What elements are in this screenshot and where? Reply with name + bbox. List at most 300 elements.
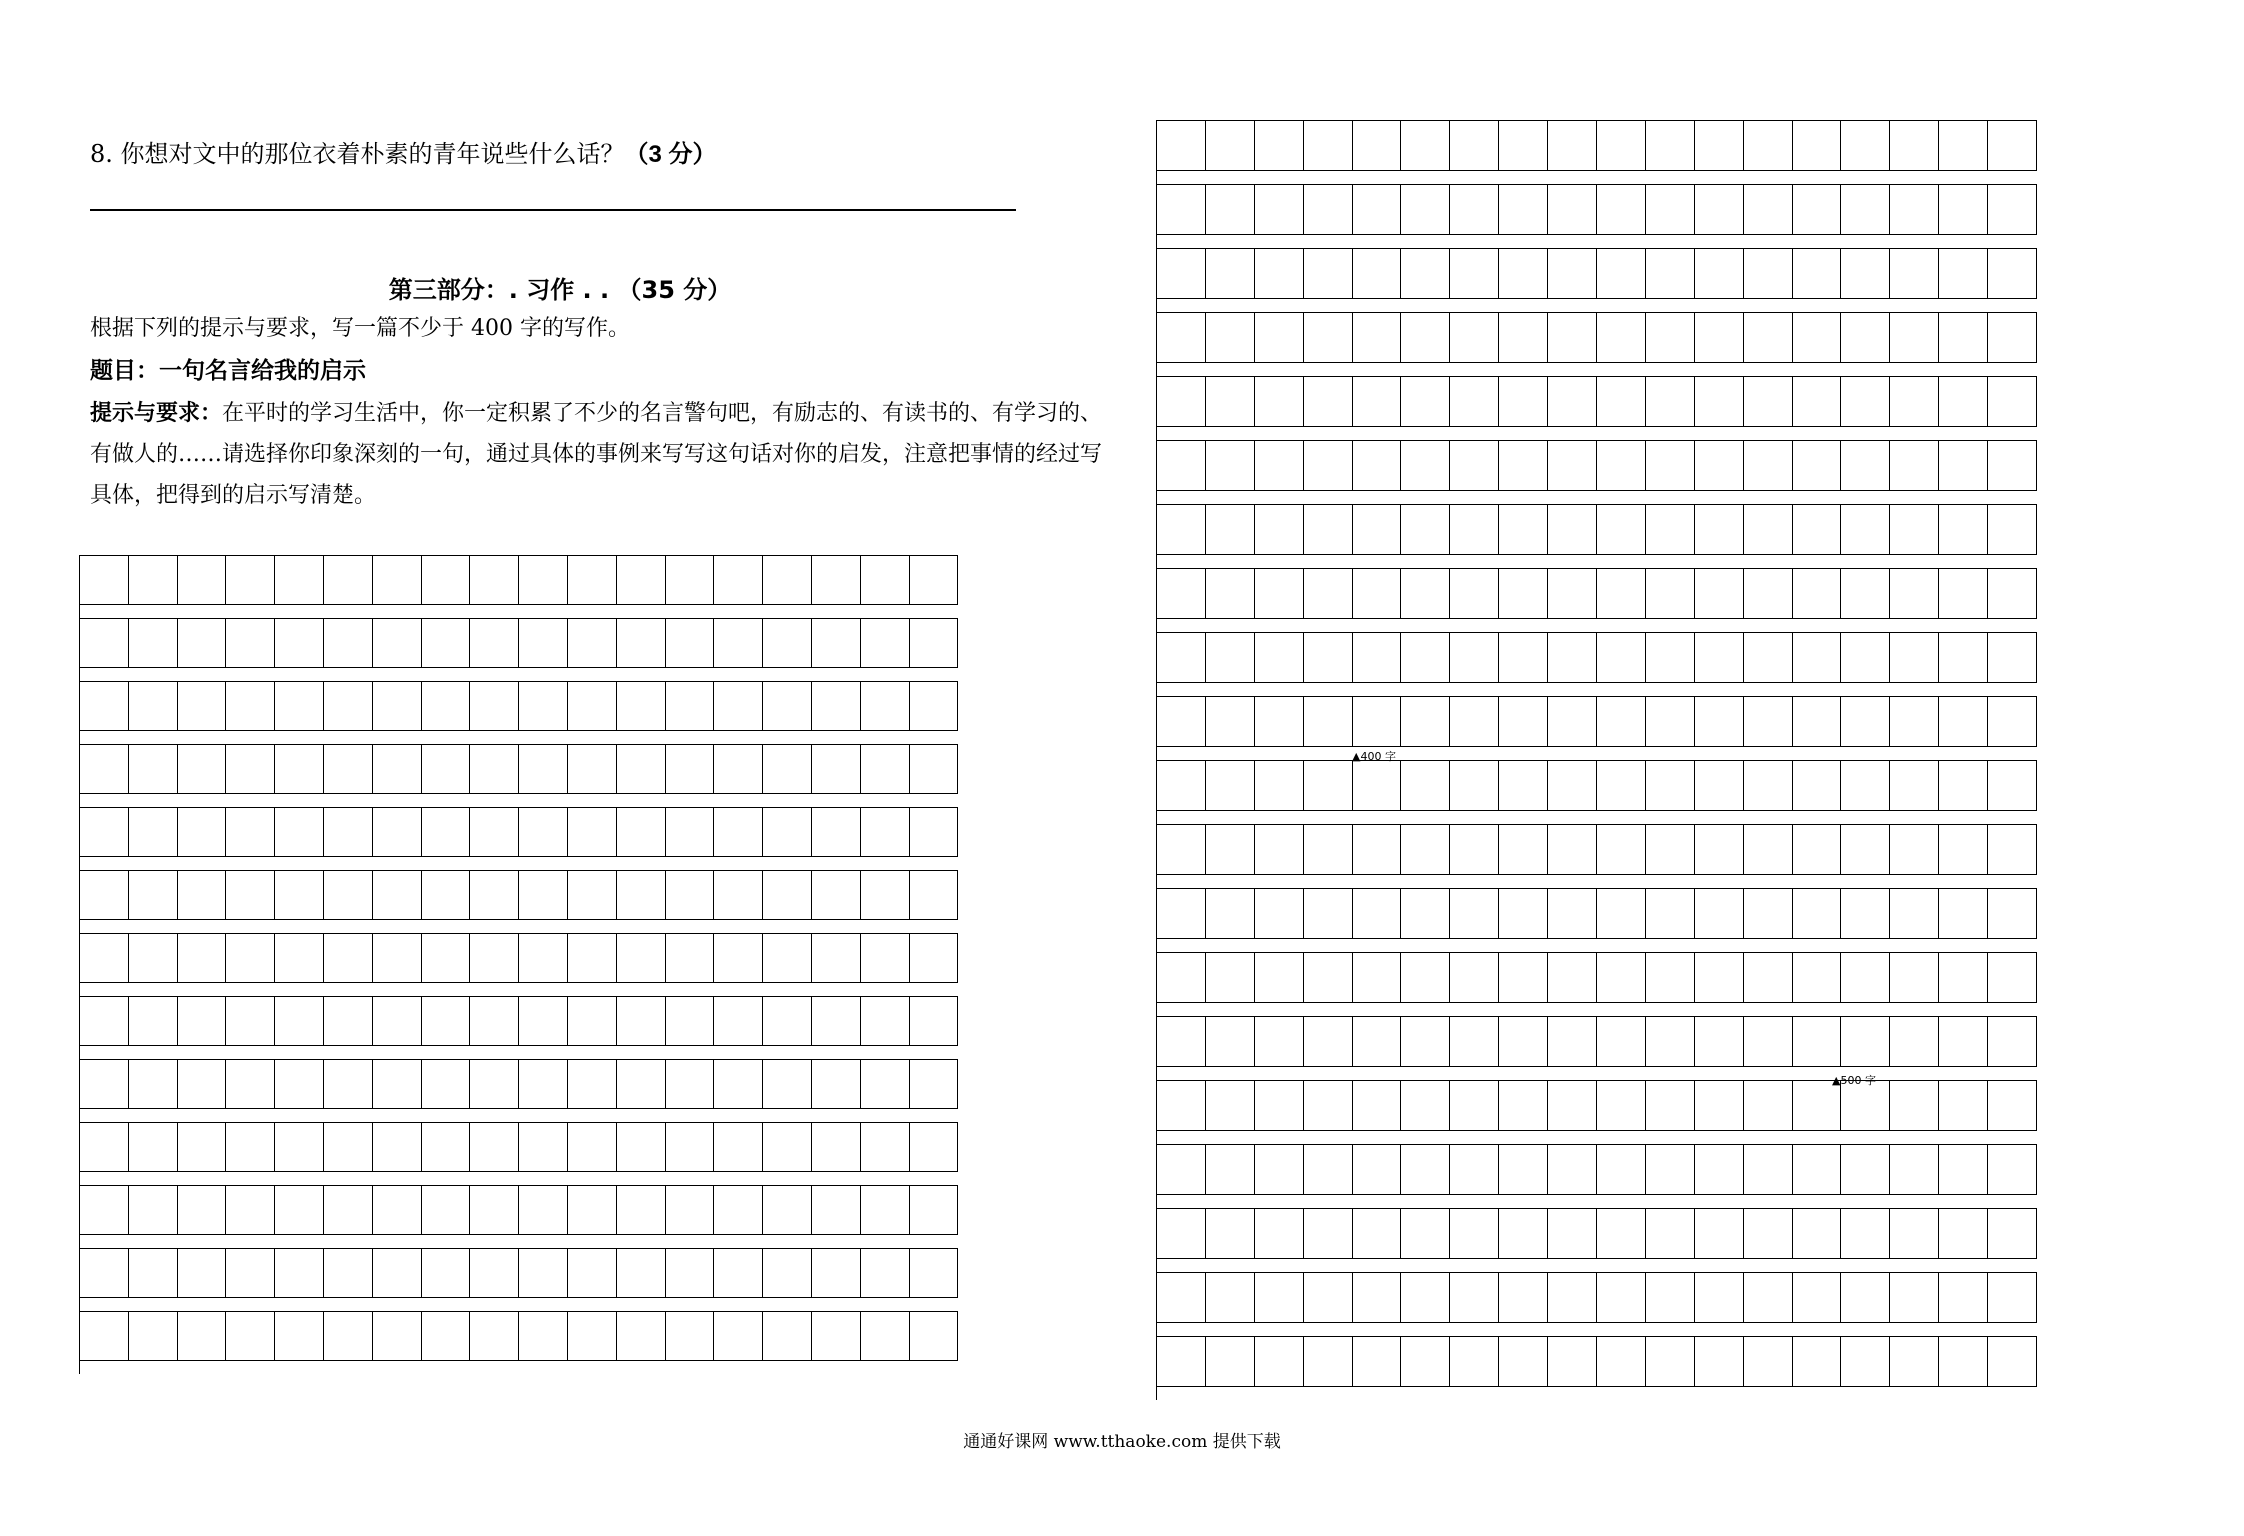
grid-cell[interactable]	[1841, 249, 1890, 298]
grid-cell[interactable]	[1939, 1145, 1988, 1194]
grid-cell[interactable]	[1793, 1209, 1842, 1258]
grid-cell[interactable]	[1890, 313, 1939, 362]
grid-cell[interactable]	[1695, 697, 1744, 746]
grid-cell[interactable]	[1304, 1209, 1353, 1258]
grid-cell[interactable]	[1744, 569, 1793, 618]
grid-cell[interactable]	[1939, 697, 1988, 746]
grid-cell[interactable]	[1548, 313, 1597, 362]
grid-cell[interactable]	[1793, 825, 1842, 874]
grid-cell[interactable]	[1597, 249, 1646, 298]
grid-cell[interactable]	[1304, 761, 1353, 810]
grid-cell[interactable]	[1304, 889, 1353, 938]
grid-cell[interactable]	[470, 1249, 519, 1297]
grid-cell[interactable]	[861, 1123, 910, 1171]
grid-cell[interactable]	[373, 745, 422, 793]
grid-cell[interactable]	[324, 934, 373, 982]
grid-cell[interactable]	[1157, 377, 1206, 426]
grid-cell[interactable]	[178, 871, 227, 919]
grid-cell[interactable]	[1646, 505, 1695, 554]
grid-cell[interactable]	[1695, 377, 1744, 426]
grid-cell[interactable]	[470, 745, 519, 793]
grid-cell[interactable]	[666, 1060, 715, 1108]
grid-cell[interactable]	[129, 997, 178, 1045]
grid-cell[interactable]	[617, 619, 666, 667]
grid-cell[interactable]	[129, 1060, 178, 1108]
grid-cell[interactable]	[1890, 1209, 1939, 1258]
grid-cell[interactable]	[1793, 761, 1842, 810]
grid-cell[interactable]	[275, 1312, 324, 1360]
grid-cell[interactable]	[1793, 377, 1842, 426]
grid-cell[interactable]	[1695, 761, 1744, 810]
grid-cell[interactable]	[1695, 1081, 1744, 1130]
grid-cell[interactable]	[1206, 1081, 1255, 1130]
grid-cell[interactable]	[1793, 889, 1842, 938]
grid-cell[interactable]	[422, 934, 471, 982]
grid-cell[interactable]	[1890, 825, 1939, 874]
grid-cell[interactable]	[568, 1249, 617, 1297]
grid-cell[interactable]	[1450, 953, 1499, 1002]
grid-row[interactable]	[1157, 184, 2037, 235]
grid-cell[interactable]	[1988, 505, 2037, 554]
grid-cell[interactable]	[1401, 1017, 1450, 1066]
grid-cell[interactable]	[714, 808, 763, 856]
grid-cell[interactable]	[1646, 697, 1695, 746]
grid-cell[interactable]	[1695, 121, 1744, 170]
grid-cell[interactable]	[1890, 1081, 1939, 1130]
grid-cell[interactable]	[1353, 505, 1402, 554]
grid-cell[interactable]	[519, 682, 568, 730]
grid-cell[interactable]	[324, 556, 373, 604]
grid-cell[interactable]	[1744, 825, 1793, 874]
grid-cell[interactable]	[861, 1249, 910, 1297]
grid-cell[interactable]	[1206, 249, 1255, 298]
grid-cell[interactable]	[1890, 441, 1939, 490]
grid-cell[interactable]	[1450, 1145, 1499, 1194]
grid-cell[interactable]	[1401, 1273, 1450, 1322]
grid-cell[interactable]	[812, 808, 861, 856]
grid-cell[interactable]	[1548, 505, 1597, 554]
grid-cell[interactable]	[178, 1123, 227, 1171]
grid-row[interactable]	[80, 744, 958, 794]
grid-cell[interactable]	[1890, 1017, 1939, 1066]
grid-cell[interactable]	[1401, 889, 1450, 938]
grid-cell[interactable]	[80, 934, 129, 982]
grid-cell[interactable]	[714, 682, 763, 730]
grid-cell[interactable]	[1450, 569, 1499, 618]
grid-cell[interactable]	[275, 745, 324, 793]
grid-cell[interactable]	[861, 745, 910, 793]
grid-cell[interactable]	[1597, 697, 1646, 746]
grid-row[interactable]	[80, 1122, 958, 1172]
grid-cell[interactable]	[1841, 633, 1890, 682]
grid-cell[interactable]	[1401, 1081, 1450, 1130]
grid-cell[interactable]	[1841, 1337, 1890, 1386]
grid-cell[interactable]	[1255, 953, 1304, 1002]
grid-cell[interactable]	[1255, 377, 1304, 426]
grid-cell[interactable]	[1890, 569, 1939, 618]
grid-row[interactable]	[80, 555, 958, 605]
grid-cell[interactable]	[1548, 953, 1597, 1002]
grid-cell[interactable]	[1646, 761, 1695, 810]
grid-cell[interactable]	[519, 1060, 568, 1108]
grid-cell[interactable]	[1646, 953, 1695, 1002]
grid-cell[interactable]	[1499, 249, 1548, 298]
grid-cell[interactable]	[1841, 1017, 1890, 1066]
grid-cell[interactable]	[1450, 761, 1499, 810]
grid-cell[interactable]	[1597, 1017, 1646, 1066]
grid-cell[interactable]	[1695, 185, 1744, 234]
grid-cell[interactable]	[422, 997, 471, 1045]
grid-cell[interactable]	[1695, 1017, 1744, 1066]
grid-cell[interactable]	[666, 745, 715, 793]
grid-cell[interactable]	[1890, 1145, 1939, 1194]
grid-cell[interactable]	[861, 934, 910, 982]
grid-cell[interactable]	[80, 556, 129, 604]
grid-cell[interactable]	[1206, 121, 1255, 170]
grid-cell[interactable]	[519, 556, 568, 604]
grid-cell[interactable]	[617, 682, 666, 730]
grid-cell[interactable]	[80, 1123, 129, 1171]
grid-cell[interactable]	[1206, 185, 1255, 234]
grid-cell[interactable]	[1255, 697, 1304, 746]
grid-cell[interactable]	[422, 619, 471, 667]
grid-cell[interactable]	[422, 871, 471, 919]
grid-cell[interactable]	[1157, 1209, 1206, 1258]
grid-cell[interactable]	[519, 1312, 568, 1360]
grid-cell[interactable]	[714, 934, 763, 982]
grid-cell[interactable]	[1206, 953, 1255, 1002]
grid-cell[interactable]	[519, 934, 568, 982]
grid-cell[interactable]	[519, 871, 568, 919]
grid-cell[interactable]	[1841, 505, 1890, 554]
grid-cell[interactable]	[714, 871, 763, 919]
grid-cell[interactable]	[1255, 1017, 1304, 1066]
grid-cell[interactable]	[1793, 569, 1842, 618]
grid-cell[interactable]	[80, 1186, 129, 1234]
grid-cell[interactable]	[1401, 825, 1450, 874]
grid-cell[interactable]	[1793, 633, 1842, 682]
grid-cell[interactable]	[1695, 889, 1744, 938]
grid-cell[interactable]	[666, 556, 715, 604]
grid-cell[interactable]	[178, 745, 227, 793]
grid-cell[interactable]	[714, 619, 763, 667]
grid-cell[interactable]	[1939, 889, 1988, 938]
grid-cell[interactable]	[763, 997, 812, 1045]
grid-cell[interactable]	[1206, 825, 1255, 874]
grid-row[interactable]	[1157, 760, 2037, 811]
grid-cell[interactable]	[80, 808, 129, 856]
grid-cell[interactable]	[1646, 1273, 1695, 1322]
grid-cell[interactable]	[470, 871, 519, 919]
grid-row[interactable]	[80, 1059, 958, 1109]
grid-cell[interactable]	[1157, 441, 1206, 490]
grid-cell[interactable]	[324, 1123, 373, 1171]
grid-cell[interactable]	[1939, 1273, 1988, 1322]
grid-cell[interactable]	[1548, 441, 1597, 490]
grid-cell[interactable]	[1450, 1209, 1499, 1258]
grid-cell[interactable]	[1939, 441, 1988, 490]
grid-cell[interactable]	[275, 556, 324, 604]
grid-cell[interactable]	[422, 1060, 471, 1108]
grid-cell[interactable]	[1646, 1081, 1695, 1130]
grid-cell[interactable]	[1841, 121, 1890, 170]
writing-grid-right[interactable]	[1156, 120, 2037, 1400]
grid-cell[interactable]	[1939, 1209, 1988, 1258]
grid-cell[interactable]	[178, 808, 227, 856]
grid-cell[interactable]	[1744, 1017, 1793, 1066]
grid-cell[interactable]	[1646, 1145, 1695, 1194]
grid-row[interactable]	[80, 807, 958, 857]
grid-cell[interactable]	[226, 871, 275, 919]
grid-cell[interactable]	[1353, 1209, 1402, 1258]
grid-cell[interactable]	[1499, 121, 1548, 170]
grid-cell[interactable]	[1499, 1337, 1548, 1386]
grid-cell[interactable]	[1597, 569, 1646, 618]
grid-cell[interactable]	[666, 1249, 715, 1297]
grid-row[interactable]	[1157, 568, 2037, 619]
grid-cell[interactable]	[861, 1060, 910, 1108]
grid-cell[interactable]	[1841, 761, 1890, 810]
grid-cell[interactable]	[568, 871, 617, 919]
grid-cell[interactable]	[470, 1312, 519, 1360]
grid-cell[interactable]	[1450, 1081, 1499, 1130]
grid-cell[interactable]	[1450, 1273, 1499, 1322]
grid-cell[interactable]	[1401, 1209, 1450, 1258]
grid-cell[interactable]	[1353, 569, 1402, 618]
grid-cell[interactable]	[1206, 313, 1255, 362]
grid-row[interactable]	[1157, 888, 2037, 939]
grid-cell[interactable]	[1548, 1017, 1597, 1066]
grid-cell[interactable]	[910, 997, 959, 1045]
grid-cell[interactable]	[812, 1060, 861, 1108]
grid-cell[interactable]	[1499, 1081, 1548, 1130]
grid-cell[interactable]	[1255, 633, 1304, 682]
grid-cell[interactable]	[1695, 1273, 1744, 1322]
grid-cell[interactable]	[226, 1123, 275, 1171]
grid-cell[interactable]	[275, 682, 324, 730]
grid-cell[interactable]	[714, 1060, 763, 1108]
grid-cell[interactable]	[1988, 1017, 2037, 1066]
grid-cell[interactable]	[1206, 441, 1255, 490]
grid-cell[interactable]	[1646, 825, 1695, 874]
grid-cell[interactable]	[1304, 505, 1353, 554]
grid-cell[interactable]	[1499, 1145, 1548, 1194]
grid-cell[interactable]	[1646, 121, 1695, 170]
grid-cell[interactable]	[1939, 377, 1988, 426]
grid-cell[interactable]	[714, 1312, 763, 1360]
grid-cell[interactable]	[1353, 1337, 1402, 1386]
answer-line[interactable]	[90, 209, 1016, 211]
grid-cell[interactable]	[910, 1312, 959, 1360]
grid-cell[interactable]	[1646, 377, 1695, 426]
grid-cell[interactable]	[1793, 313, 1842, 362]
grid-cell[interactable]	[1548, 1081, 1597, 1130]
grid-cell[interactable]	[519, 1186, 568, 1234]
grid-cell[interactable]	[812, 1186, 861, 1234]
grid-cell[interactable]	[129, 1312, 178, 1360]
grid-cell[interactable]	[617, 871, 666, 919]
grid-cell[interactable]	[1793, 185, 1842, 234]
grid-cell[interactable]	[1450, 249, 1499, 298]
grid-cell[interactable]	[714, 1249, 763, 1297]
grid-cell[interactable]	[910, 1123, 959, 1171]
grid-cell[interactable]	[1988, 313, 2037, 362]
grid-cell[interactable]	[910, 619, 959, 667]
grid-cell[interactable]	[275, 934, 324, 982]
grid-row[interactable]	[1157, 696, 2037, 747]
grid-cell[interactable]	[1597, 441, 1646, 490]
grid-cell[interactable]	[1255, 1337, 1304, 1386]
grid-cell[interactable]	[1353, 1145, 1402, 1194]
grid-row[interactable]	[1157, 504, 2037, 555]
grid-cell[interactable]	[1793, 1273, 1842, 1322]
grid-cell[interactable]	[324, 1186, 373, 1234]
grid-cell[interactable]	[1597, 185, 1646, 234]
grid-cell[interactable]	[1499, 697, 1548, 746]
grid-cell[interactable]	[714, 1186, 763, 1234]
grid-cell[interactable]	[1157, 569, 1206, 618]
grid-cell[interactable]	[1744, 377, 1793, 426]
grid-cell[interactable]	[373, 934, 422, 982]
grid-cell[interactable]	[226, 1060, 275, 1108]
grid-cell[interactable]	[1841, 953, 1890, 1002]
grid-cell[interactable]	[80, 871, 129, 919]
grid-cell[interactable]	[1157, 1145, 1206, 1194]
grid-cell[interactable]	[1157, 121, 1206, 170]
grid-cell[interactable]	[1157, 1017, 1206, 1066]
grid-cell[interactable]	[470, 682, 519, 730]
grid-cell[interactable]	[1841, 377, 1890, 426]
grid-cell[interactable]	[1646, 1337, 1695, 1386]
grid-cell[interactable]	[1548, 569, 1597, 618]
grid-cell[interactable]	[861, 808, 910, 856]
grid-cell[interactable]	[373, 1186, 422, 1234]
grid-cell[interactable]	[1890, 1337, 1939, 1386]
grid-cell[interactable]	[1157, 633, 1206, 682]
grid-cell[interactable]	[1304, 185, 1353, 234]
grid-cell[interactable]	[1255, 825, 1304, 874]
grid-cell[interactable]	[763, 619, 812, 667]
grid-cell[interactable]	[1401, 185, 1450, 234]
grid-cell[interactable]	[617, 1060, 666, 1108]
grid-cell[interactable]	[275, 808, 324, 856]
grid-cell[interactable]	[1548, 761, 1597, 810]
grid-cell[interactable]	[763, 1312, 812, 1360]
grid-cell[interactable]	[1744, 313, 1793, 362]
grid-cell[interactable]	[1157, 889, 1206, 938]
grid-cell[interactable]	[763, 1186, 812, 1234]
grid-cell[interactable]	[1499, 185, 1548, 234]
grid-cell[interactable]	[1450, 121, 1499, 170]
grid-cell[interactable]	[470, 1060, 519, 1108]
grid-cell[interactable]	[1841, 697, 1890, 746]
grid-cell[interactable]	[275, 1060, 324, 1108]
grid-cell[interactable]	[1890, 953, 1939, 1002]
grid-cell[interactable]	[129, 1186, 178, 1234]
grid-cell[interactable]	[1793, 249, 1842, 298]
grid-cell[interactable]	[763, 1249, 812, 1297]
grid-cell[interactable]	[617, 556, 666, 604]
grid-cell[interactable]	[226, 934, 275, 982]
grid-cell[interactable]	[763, 682, 812, 730]
grid-cell[interactable]	[1255, 249, 1304, 298]
grid-cell[interactable]	[1939, 185, 1988, 234]
grid-cell[interactable]	[1353, 1081, 1402, 1130]
grid-cell[interactable]	[1206, 569, 1255, 618]
grid-cell[interactable]	[1695, 569, 1744, 618]
grid-cell[interactable]	[1890, 249, 1939, 298]
grid-cell[interactable]	[1744, 505, 1793, 554]
grid-cell[interactable]	[1353, 121, 1402, 170]
grid-cell[interactable]	[1304, 377, 1353, 426]
grid-cell[interactable]	[1450, 505, 1499, 554]
grid-cell[interactable]	[1793, 1017, 1842, 1066]
grid-row[interactable]	[1157, 1080, 2037, 1131]
grid-cell[interactable]	[568, 1186, 617, 1234]
grid-cell[interactable]	[1401, 505, 1450, 554]
grid-cell[interactable]	[1988, 697, 2037, 746]
grid-cell[interactable]	[812, 619, 861, 667]
grid-cell[interactable]	[1206, 505, 1255, 554]
grid-cell[interactable]	[861, 1312, 910, 1360]
grid-cell[interactable]	[1890, 697, 1939, 746]
grid-cell[interactable]	[910, 745, 959, 793]
grid-cell[interactable]	[226, 1249, 275, 1297]
grid-cell[interactable]	[1304, 697, 1353, 746]
grid-cell[interactable]	[568, 745, 617, 793]
grid-cell[interactable]	[666, 1312, 715, 1360]
grid-cell[interactable]	[1304, 1081, 1353, 1130]
grid-cell[interactable]	[470, 997, 519, 1045]
grid-cell[interactable]	[1157, 953, 1206, 1002]
grid-cell[interactable]	[1401, 313, 1450, 362]
grid-cell[interactable]	[470, 1123, 519, 1171]
grid-cell[interactable]	[1255, 185, 1304, 234]
grid-cell[interactable]	[1499, 441, 1548, 490]
grid-cell[interactable]	[1988, 377, 2037, 426]
grid-cell[interactable]	[812, 1249, 861, 1297]
grid-cell[interactable]	[568, 997, 617, 1045]
grid-row[interactable]	[1157, 1208, 2037, 1259]
grid-cell[interactable]	[422, 556, 471, 604]
grid-cell[interactable]	[1353, 441, 1402, 490]
grid-cell[interactable]	[910, 934, 959, 982]
grid-cell[interactable]	[1450, 825, 1499, 874]
grid-cell[interactable]	[1793, 505, 1842, 554]
grid-cell[interactable]	[1255, 441, 1304, 490]
grid-row[interactable]	[80, 1185, 958, 1235]
grid-cell[interactable]	[1157, 825, 1206, 874]
grid-row[interactable]	[1157, 248, 2037, 299]
grid-cell[interactable]	[763, 1060, 812, 1108]
grid-cell[interactable]	[373, 997, 422, 1045]
grid-cell[interactable]	[1353, 953, 1402, 1002]
grid-cell[interactable]	[812, 682, 861, 730]
grid-cell[interactable]	[470, 556, 519, 604]
grid-cell[interactable]	[1988, 1081, 2037, 1130]
grid-cell[interactable]	[1744, 761, 1793, 810]
grid-cell[interactable]	[1939, 249, 1988, 298]
grid-cell[interactable]	[1304, 441, 1353, 490]
grid-row[interactable]	[1157, 1144, 2037, 1195]
grid-cell[interactable]	[714, 556, 763, 604]
grid-cell[interactable]	[666, 682, 715, 730]
grid-cell[interactable]	[1597, 1145, 1646, 1194]
grid-cell[interactable]	[178, 556, 227, 604]
grid-cell[interactable]	[1157, 505, 1206, 554]
grid-cell[interactable]	[568, 556, 617, 604]
grid-row[interactable]	[1157, 440, 2037, 491]
